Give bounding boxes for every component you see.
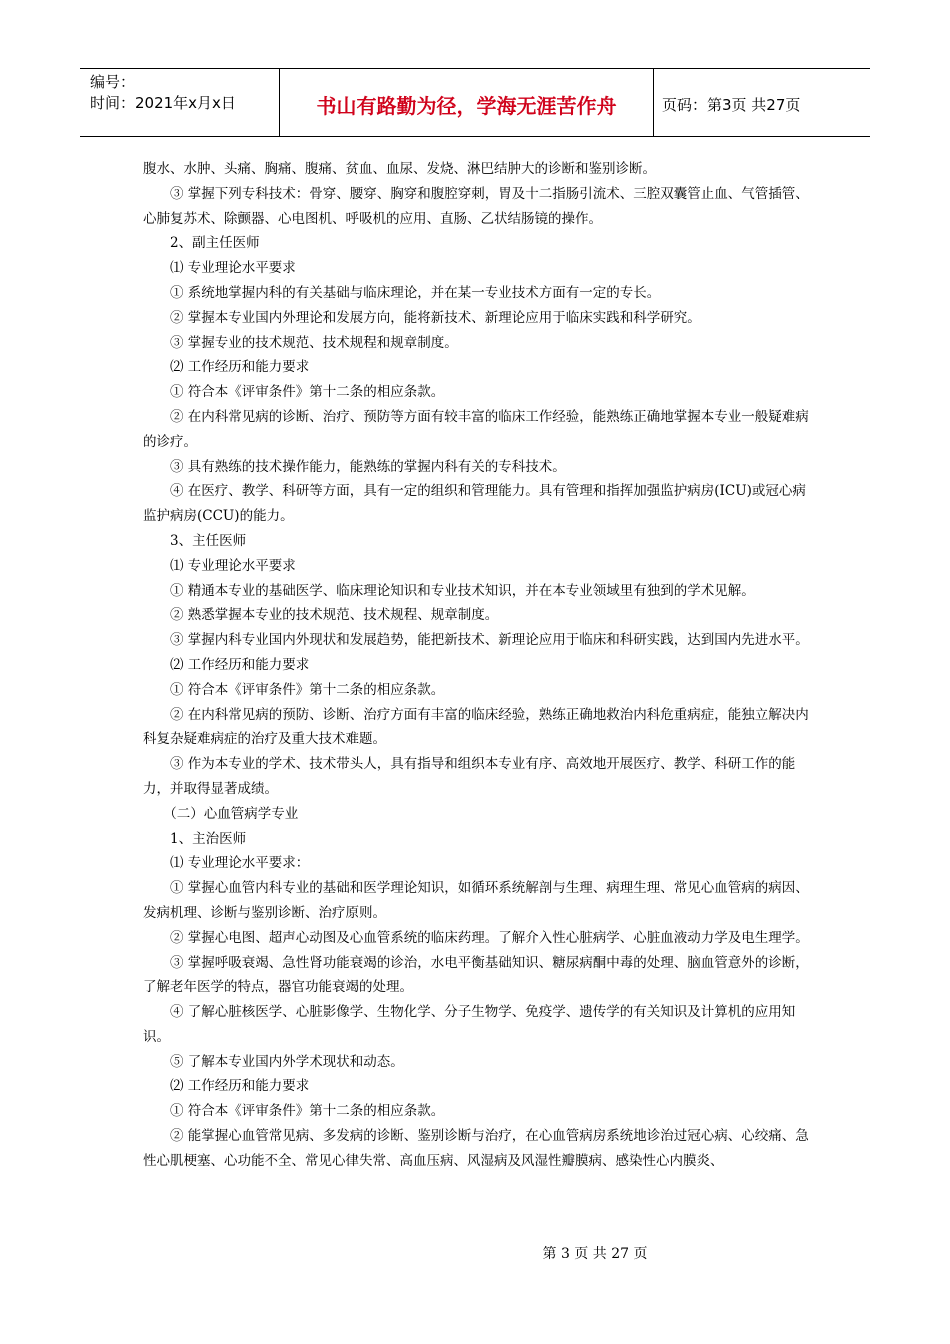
paragraph: ① 掌握心血管内科专业的基础和医学理论知识，如循环系统解剖与生理、病理生理、常见心血管病的病因、发病机理、诊断与鉴别诊断、治疗原则。	[143, 880, 809, 921]
paragraph: 腹水、水肿、头痛、胸痛、腹痛、贫血、血尿、发烧、淋巴结肿大的诊断和鉴别诊断。	[143, 161, 656, 177]
paragraph: ① 符合本《评审条件》第十二条的相应条款。	[170, 681, 445, 698]
paragraph: ② 熟悉掌握本专业的技术规范、技术规程、规章制度。	[170, 607, 499, 624]
paragraph: ② 在内科常见病的预防、诊断、治疗方面有丰富的临床经验，熟练正确地救治内科危重病症，能独立解决内科复杂疑难病症的治疗及重大技术难题。	[143, 706, 809, 748]
page-footer: 第 3 页 共 27 页	[542, 1246, 648, 1262]
paragraph: ① 符合本《评审条件》第十二条的相应条款。	[170, 384, 445, 401]
paragraph: ① 精通本专业的基础医学、临床理论知识和专业技术知识，并在本专业领域里有独到的学术见解。	[170, 582, 755, 599]
paragraph: ① 符合本《评审条件》第十二条的相应条款。	[170, 1103, 445, 1120]
paragraph: ③ 掌握内科专业国内外现状和发展趋势，能把新技术、新理论应用于临床和科研实践，达到国内先进水平。	[170, 632, 809, 649]
paragraph: ⑤ 了解本专业国内外学术现状和动态。	[170, 1053, 404, 1070]
subsection-heading: ⑴ 专业理论水平要求	[170, 260, 296, 277]
paragraph: ③ 掌握下列专科技术：骨穿、腰穿、胸穿和腹腔穿刺，胃及十二指肠引流术、三腔双囊管止血、气管插管、心肺复苏术、除颤器、心电图机、呼吸机的应用、直肠、乙状结肠镜的操作。	[143, 185, 809, 227]
paragraph: ④ 了解心脏核医学、心脏影像学、生物化学、分子生物学、免疫学、遗传学的有关知识及计算机的应用知识。	[143, 1004, 796, 1045]
subsection-heading: ⑵ 工作经历和能力要求	[170, 656, 310, 673]
paragraph: ② 掌握心电图、超声心动图及心血管系统的临床药理。了解介入性心脏病学、心脏血液动力学及电生理学。	[170, 929, 809, 946]
document-time-label: 时间：2021年x月x日	[90, 94, 236, 112]
subsection-heading: ⑵ 工作经历和能力要求	[170, 1078, 310, 1095]
header-meta	[80, 69, 280, 136]
header-page-code: 页码：第3页 共27页	[662, 96, 801, 114]
paragraph: ③ 具有熟练的技术操作能力，能熟练的掌握内科有关的专科技术。	[170, 458, 566, 475]
section-heading: 3、主任医师	[170, 532, 247, 549]
paragraph: ② 掌握本专业国内外理论和发展方向，能将新技术、新理论应用于临床实践和科学研究。	[170, 309, 701, 326]
page-header	[80, 68, 870, 137]
subsection-heading: ⑵ 工作经历和能力要求	[170, 359, 310, 376]
section-heading: 2、副主任医师	[170, 235, 260, 252]
subsection-heading: ⑴ 专业理论水平要求	[170, 557, 296, 574]
section-heading: 1、主治医师	[170, 830, 247, 847]
paragraph: ④ 在医疗、教学、科研等方面，具有一定的组织和管理能力。具有管理和指挥加强监护病房(ICU)或冠心病监护病房(CCU)的能力。	[143, 483, 806, 525]
paragraph: ① 系统地掌握内科的有关基础与临床理论，并在某一专业技术方面有一定的专长。	[170, 284, 661, 301]
header-motto: 书山有路勤为径，学海无涯苦作舟	[280, 69, 654, 136]
paragraph: ③ 掌握呼吸衰竭、急性肾功能衰竭的诊治，水电平衡基础知识、糖尿病酮中毒的处理、脑血管意外的诊断，了解老年医学的特点，器官功能衰竭的处理。	[143, 954, 809, 996]
paragraph: ② 能掌握心血管常见病、多发病的诊断、鉴别诊断与治疗，在心血管病房系统地诊治过冠心病、心绞痛、急性心肌梗塞、心功能不全、常见心律失常、高血压病、风湿病及风湿性瓣膜病、感染性心内膜炎、	[143, 1128, 809, 1169]
subsection-heading: ⑴ 专业理论水平要求：	[170, 855, 310, 872]
section-heading: （二）心血管病学专业	[163, 805, 299, 822]
document-body	[143, 157, 811, 1174]
paragraph: ② 在内科常见病的诊断、治疗、预防等方面有较丰富的临床工作经验，能熟练正确地掌握本专业一般疑难病的诊疗。	[143, 408, 809, 450]
paragraph: ③ 作为本专业的学术、技术带头人，具有指导和组织本专业有序、高效地开展医疗、教学、科研工作的能力，并取得显著成绩。	[143, 756, 796, 797]
paragraph: ③ 掌握专业的技术规范、技术规程和规章制度。	[170, 334, 458, 351]
document-number-label: 编号：	[90, 73, 136, 91]
